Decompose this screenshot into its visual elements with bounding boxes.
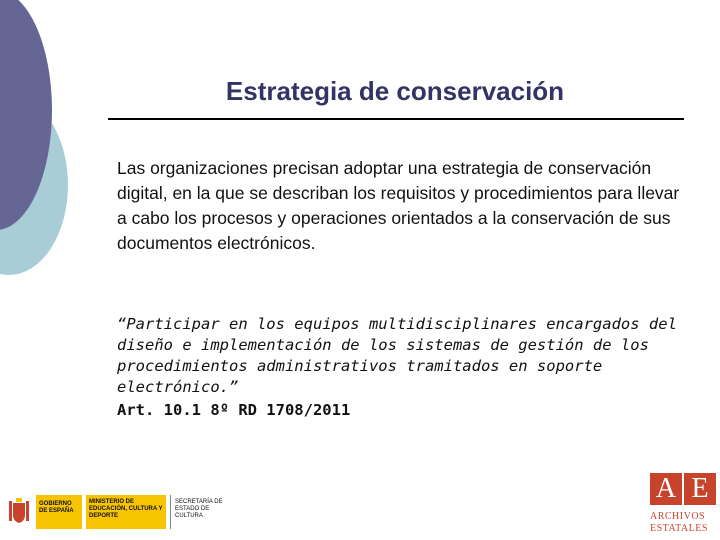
government-logo-bar (0, 487, 230, 540)
ae-letter-e: E (684, 473, 716, 505)
ministry-label: MINISTERIO DE EDUCACIÓN, CULTURA Y DEPORTE (89, 499, 163, 519)
slide-title: Estrategia de conservación (225, 76, 565, 106)
paragraph-text: Las organizaciones precisan adoptar una estrategia de conservación digital, en la que se describan los requisitos y procedimientos para llevar a cabo los procesos y operaciones orientados a la conservación de sus documentos electrónicos. (117, 158, 680, 253)
quote-text: “Participar en los equipos multidisciplinares encargados del diseño e implementación de los sistemas de gestión de los procedimientos administrativos tramitados en soporte electrónico.” (117, 315, 677, 396)
title-divider (108, 118, 684, 120)
secretariat-label: SECRETARÍA DE ESTADO DE CULTURA (175, 499, 223, 519)
body-paragraph (117, 156, 687, 256)
ae-letter-a: A (650, 473, 682, 505)
gov-divider (170, 495, 171, 529)
legal-quote (117, 314, 707, 421)
gov-label-spain: GOBIERNO DE ESPAÑA (39, 501, 74, 514)
archivos-estatales-logo (648, 473, 718, 537)
ae-label: ARCHIVOS ESTATALES (650, 511, 708, 534)
quote-reference: Art. 10.1 8º RD 1708/2011 (117, 401, 351, 419)
coat-of-arms-icon (8, 497, 30, 525)
